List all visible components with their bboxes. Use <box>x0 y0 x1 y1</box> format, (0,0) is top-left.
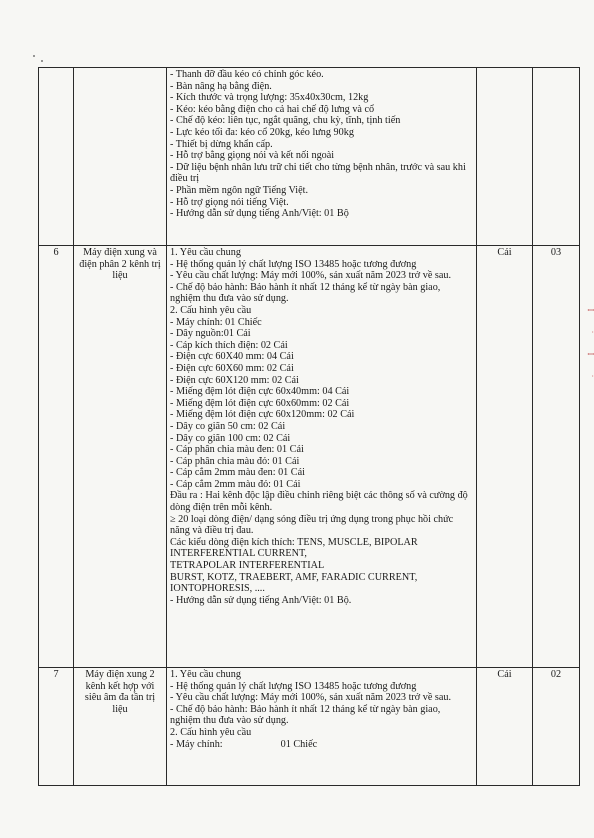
spec-line: - Điện cực 60X40 mm: 04 Cái <box>170 351 294 363</box>
spec-line: - Thiết bị dừng khẩn cấp. <box>170 138 273 150</box>
spec-line: IONTOPHORESIS, .... <box>170 583 265 595</box>
spec-line: - Cáp cắm 2mm màu đen: 01 Cái <box>170 467 305 479</box>
device-name: Máy điện xung 2 kênh kết hợp với siêu âm đa tần trị liệu <box>74 668 167 786</box>
spec-line: - Yêu cầu chất lượng: Máy mới 100%, sản xuất năm 2023 trở về sau. <box>170 270 452 282</box>
margin-stamp-marks: ꟷ · ꟷ · <box>587 306 594 381</box>
quantity-cell: 03 <box>533 246 580 668</box>
unit-cell: Cái <box>477 246 533 668</box>
spec-line: BURST, KOTZ, TRAEBERT, AMF, FARADIC CURRENT, <box>170 571 418 583</box>
spec-line: - Điện cực 60X60 mm: 02 Cái <box>170 362 294 374</box>
spec-line: Các kiểu dòng điện kích thích: TENS, MUSCLE, BIPOLAR INTERFERENTIAL CURRENT, <box>170 536 418 560</box>
spec-line: - Dây co giãn 50 cm: 02 Cái <box>170 420 286 432</box>
spec-line: TETRAPOLAR INTERFERENTIAL <box>170 560 325 572</box>
spec-line <box>170 739 473 751</box>
spec-line: - Miếng đệm lót điện cực 60x60mm: 02 Cái <box>170 397 350 409</box>
spec-line: Đầu ra : Hai kênh độc lập điều chỉnh riêng biệt các thông số và cường độ dòng điện trên mỗi kênh. <box>170 490 468 514</box>
row-number: 7 <box>39 668 74 786</box>
spec-line: 1. Yêu cầu chung <box>170 669 241 680</box>
spec-line: - Cáp kích thích điện: 02 Cái <box>170 339 288 351</box>
spec-line: - Chế độ kéo: liên tục, ngắt quãng, chu kỳ, tĩnh, tịnh tiến <box>170 115 401 127</box>
unit-cell <box>477 68 533 246</box>
spec-line: - Kéo: kéo bằng điện cho cả hai chế độ lưng và cổ <box>170 103 375 115</box>
spec-line: 2. Cấu hình yêu cầu <box>170 304 252 316</box>
table-row <box>39 668 580 786</box>
spec-description <box>167 68 477 246</box>
quantity-cell: 02 <box>533 668 580 786</box>
spec-line: - Hỗ trợ giọng nói tiếng Việt. <box>170 196 289 208</box>
row-number <box>39 68 74 246</box>
device-name <box>74 68 167 246</box>
spec-line-value: 01 Chiếc <box>280 738 318 750</box>
spec-line: - Cáp phân chia màu đỏ: 01 Cái <box>170 455 300 467</box>
spec-line: - Kích thước và trọng lượng: 35x40x30cm, 12kg <box>170 92 369 104</box>
table-row <box>39 68 580 246</box>
spec-line: - Hệ thống quản lý chất lượng ISO 13485 hoặc tương đương <box>170 258 417 270</box>
spec-line: - Phần mềm ngôn ngữ Tiếng Việt. <box>170 184 309 196</box>
spec-line: - Hướng dẫn sử dụng tiếng Anh/Việt: 01 Bộ <box>170 208 349 220</box>
spec-line: - Chế độ bảo hành: Bảo hành ít nhất 12 tháng kể từ ngày bàn giao, nghiệm thu đưa vào sử dụng. <box>170 281 441 305</box>
spec-line: - Hệ thống quản lý chất lượng ISO 13485 hoặc tương đương <box>170 680 417 692</box>
quantity-cell <box>533 68 580 246</box>
spec-line: ≥ 20 loại dòng điện/ dạng sóng điều trị ứng dụng trong phục hồi chức năng và điều trị đau. <box>170 513 454 537</box>
row-number: 6 <box>39 246 74 668</box>
spec-line: - Miếng đệm lót điện cực 60x40mm: 04 Cái <box>170 386 350 398</box>
spec-line: - Yêu cầu chất lượng: Máy mới 100%, sản xuất năm 2023 trở về sau. <box>170 692 452 704</box>
spec-line: - Dữ liệu bệnh nhân lưu trữ chi tiết cho từng bệnh nhân, trước và sau khi điều trị <box>170 161 466 185</box>
spec-line: - Hướng dẫn sử dụng tiếng Anh/Việt: 01 Bộ. <box>170 594 352 606</box>
spec-line: - Cáp phân chia màu đen: 01 Cái <box>170 444 304 456</box>
table-row <box>39 246 580 668</box>
specification-table <box>38 67 580 786</box>
spec-line: - Bàn nâng hạ bằng điện. <box>170 80 272 92</box>
spec-line: - Dây nguồn:01 Cái <box>170 328 251 340</box>
unit-cell: Cái <box>477 668 533 786</box>
spec-line-label: - Máy chính: <box>170 738 223 750</box>
device-name: Máy điện xung và điện phân 2 kênh trị liệu <box>74 246 167 668</box>
spec-description <box>167 246 477 668</box>
spec-line: - Miếng đệm lót điện cực 60x120mm: 02 Cái <box>170 409 355 421</box>
spec-line: - Điện cực 60X120 mm: 02 Cái <box>170 374 299 386</box>
spec-description <box>167 668 477 786</box>
spec-line: - Máy chính: 01 Chiếc <box>170 316 262 328</box>
spec-line: - Cáp cắm 2mm màu đỏ: 01 Cái <box>170 478 301 490</box>
spec-line: - Dây co giãn 100 cm: 02 Cái <box>170 432 291 444</box>
spec-line: - Chế độ bảo hành: Bảo hành ít nhất 12 tháng kể từ ngày bàn giao, nghiệm thu đưa vào sử dụng. <box>170 703 441 727</box>
spec-line: - Lực kéo tối đa: kéo cổ 20kg, kéo lưng 90kg <box>170 126 354 138</box>
spec-line: 1. Yêu cầu chung <box>170 247 241 258</box>
spec-line: - Thanh đỡ đầu kéo có chỉnh góc kéo. <box>170 69 324 80</box>
spec-line: - Hỗ trợ bằng giọng nói và kết nối ngoài <box>170 150 335 162</box>
spec-line: 2. Cấu hình yêu cầu <box>170 726 252 738</box>
